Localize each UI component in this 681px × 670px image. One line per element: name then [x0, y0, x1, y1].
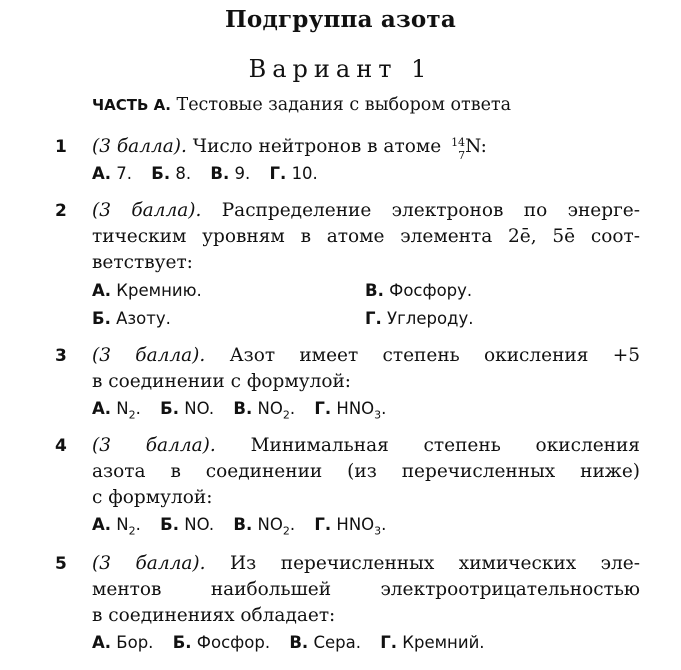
question-number: 3 [55, 346, 67, 366]
answer-formula: N [116, 399, 129, 418]
question-line: в соединении с формулой: [92, 371, 352, 392]
answer-options [92, 631, 640, 655]
question-line: в соединениях обладает: [92, 605, 336, 626]
formula-end: . [208, 399, 215, 418]
answer-option[interactable] [289, 633, 361, 652]
answer-letter: Б. [172, 633, 192, 652]
answer-letter: Б. [151, 164, 171, 183]
answer-options [92, 397, 640, 427]
question-text [92, 135, 640, 162]
answer-option[interactable] [314, 399, 387, 422]
question-text [92, 434, 640, 458]
question-line: ветствует: [92, 252, 193, 273]
question-number: 5 [55, 554, 67, 574]
answer-option[interactable] [92, 515, 141, 538]
answer-formula: HNO [336, 515, 375, 534]
answer-letter: В. [210, 164, 230, 183]
answer-letter: Б. [92, 309, 111, 328]
answer-option[interactable] [270, 164, 318, 183]
answer-text: Фосфор. [196, 633, 271, 652]
answer-text: Кремнию. [116, 281, 202, 300]
formula-end: . [289, 399, 296, 418]
answer-option[interactable] [365, 279, 472, 303]
answer-option[interactable] [160, 515, 214, 534]
answer-letter: А. [92, 633, 112, 652]
question-line: Распределение электронов по энерге- [221, 200, 640, 221]
answer-option[interactable] [92, 309, 171, 328]
part-label: ЧАСТЬ А. [92, 96, 171, 114]
answer-letter: А. [92, 164, 112, 183]
answer-option[interactable] [380, 633, 484, 652]
question-line: Азот имеет степень окисления +5 [229, 345, 640, 366]
answer-letter: Г. [365, 309, 382, 328]
answer-text: 7. [116, 164, 133, 183]
formula-subscript: 2 [282, 524, 290, 538]
answer-option[interactable] [173, 633, 270, 652]
variant-heading: Вариант 1 [248, 55, 433, 83]
question-number: 1 [55, 137, 67, 157]
answer-option[interactable] [210, 164, 250, 183]
isotope-suffix: : [480, 136, 487, 157]
question-text [92, 552, 640, 576]
answer-option[interactable] [365, 307, 473, 331]
formula-end: . [381, 515, 387, 534]
question-line: ментов наибольшей электроотрицательностью [92, 579, 640, 600]
answer-letter: Б. [160, 515, 179, 534]
answer-letter: Г. [314, 399, 332, 418]
question-line: Из перечисленных химических эле- [230, 553, 640, 574]
answer-text: Азоту. [116, 309, 171, 328]
formula-end: . [289, 515, 296, 534]
answer-letter: Г. [314, 515, 332, 534]
answer-row [92, 279, 640, 303]
answer-text: 8. [175, 164, 192, 183]
question-line: Минимальная степень окисления [250, 435, 640, 456]
question-line: с формулой: [92, 487, 213, 508]
formula-subscript: 2 [128, 408, 136, 422]
answer-option[interactable] [160, 399, 214, 418]
part-text: Тестовые задания с выбором ответа [176, 95, 512, 115]
answer-letter: А. [92, 281, 112, 300]
answer-options [92, 513, 640, 543]
question-line: Число нейтронов в атоме [192, 136, 442, 157]
answer-options [92, 162, 640, 186]
formula-subscript: 2 [128, 524, 136, 538]
isotope-symbol: N [465, 136, 481, 157]
formula-subscript: 3 [374, 408, 382, 422]
question-text [92, 344, 640, 368]
answer-letter: В. [289, 633, 309, 652]
answer-letter: Г. [380, 633, 398, 652]
formula-end: . [208, 515, 215, 534]
answer-text: Углероду. [387, 309, 474, 328]
page-title: Подгруппа азота [225, 6, 456, 33]
answer-formula: NO [257, 399, 283, 418]
answer-letter: В. [365, 281, 384, 300]
answer-option[interactable] [233, 515, 296, 538]
answer-option[interactable] [151, 164, 191, 183]
answer-formula: NO [184, 399, 209, 418]
question-line: тическим уровням в атоме элемента 2ē, 5ē соот- [92, 226, 640, 247]
formula-end: . [381, 399, 387, 418]
answer-letter: В. [233, 399, 253, 418]
answer-letter: Б. [160, 399, 179, 418]
answer-text: 10. [291, 164, 318, 183]
question-number: 2 [55, 201, 67, 221]
answer-option[interactable] [233, 399, 296, 422]
answer-option[interactable] [314, 515, 387, 538]
answer-letter: В. [233, 515, 253, 534]
formula-subscript: 2 [282, 408, 290, 422]
formula-subscript: 3 [374, 524, 382, 538]
answer-formula: HNO [336, 399, 375, 418]
answer-text: Кремний. [402, 633, 485, 652]
isotope-z: 7 [458, 149, 466, 162]
question-points: (3 балла). [92, 200, 202, 221]
answer-option[interactable] [92, 633, 153, 652]
question-text [92, 199, 640, 223]
question-points: (3 балла). [92, 553, 206, 574]
isotope-notation [447, 135, 466, 162]
formula-end: . [135, 515, 141, 534]
formula-end: . [135, 399, 141, 418]
answer-formula: NO [184, 515, 209, 534]
question-points: (3 балла). [92, 136, 187, 157]
answer-text: Фосфору. [389, 281, 473, 300]
answer-option[interactable] [92, 399, 141, 422]
answer-letter: Г. [269, 164, 287, 183]
answer-text: Сера. [313, 633, 361, 652]
question-points: (3 балла). [92, 345, 206, 366]
answer-letter: А. [92, 515, 112, 534]
answer-letter: А. [92, 399, 112, 418]
question-points: (3 балла). [92, 435, 216, 456]
isotope-mass: 14 [451, 136, 466, 149]
part-heading [92, 95, 511, 115]
answer-option[interactable] [92, 281, 202, 300]
answer-text: 9. [234, 164, 251, 183]
answer-formula: NO [257, 515, 283, 534]
answer-option[interactable] [92, 164, 132, 183]
question-number: 4 [55, 436, 67, 456]
question-line: азота в соединении (из перечисленных ниже) [92, 461, 640, 482]
answer-text: Бор. [116, 633, 154, 652]
answer-row [92, 307, 640, 331]
answer-formula: N [116, 515, 129, 534]
